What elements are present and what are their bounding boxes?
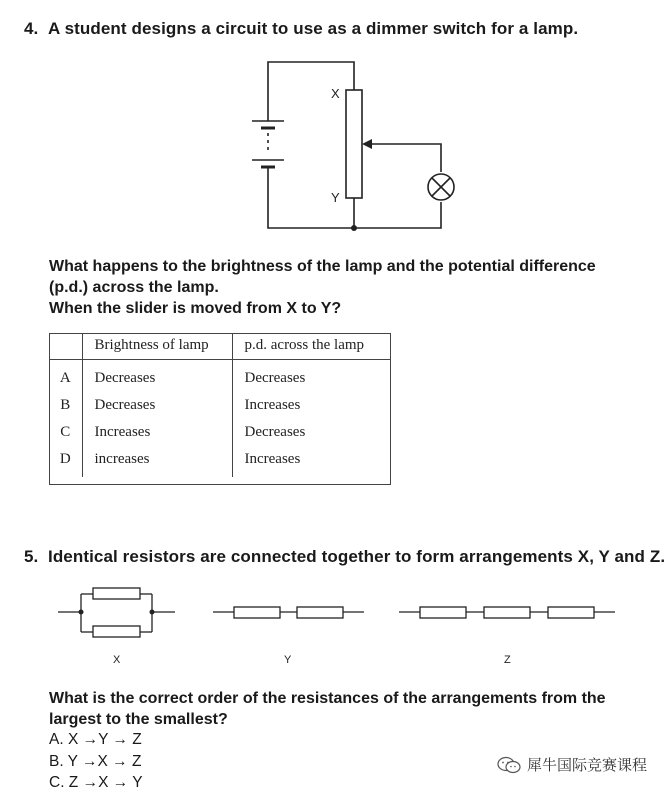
- resistor-y-1: [234, 607, 280, 618]
- table-header-row: [49, 333, 391, 359]
- resistor-y-2: [297, 607, 343, 618]
- table-header-brightness: Brightness of lamp: [82, 333, 232, 359]
- circuit-wire-bottom: [268, 174, 441, 228]
- resistor-z-3: [548, 607, 594, 618]
- table-header-cell: [49, 333, 82, 359]
- choice-a[interactable]: A. X →Y → Z: [49, 731, 142, 748]
- q4-title: [24, 19, 578, 39]
- choice-c[interactable]: C. Z →X → Y: [49, 774, 143, 791]
- resistor-x-bottom: [93, 626, 140, 637]
- q4-question-line: (p.d.) across the lamp.: [49, 279, 219, 296]
- brightness-cell: Decreases: [82, 392, 232, 419]
- table-row: [49, 446, 391, 477]
- q4-number: 4.: [24, 19, 39, 38]
- pd-cell: Decreases: [244, 370, 306, 387]
- option-letter: D: [49, 446, 82, 477]
- brightness-cell: Decreases: [82, 359, 232, 392]
- resistor-x-top: [93, 588, 140, 599]
- option-letter: C: [49, 419, 82, 446]
- table-header-pd: p.d. across the lamp: [232, 333, 391, 359]
- arrangement-y: [213, 607, 364, 618]
- wechat-icon: [497, 756, 521, 774]
- rheostat-resistor: [346, 90, 362, 198]
- arrangement-label-y: Y: [284, 654, 292, 666]
- brightness-cell: increases: [82, 446, 232, 477]
- brightness-cell: Increases: [82, 419, 232, 446]
- table-row: [49, 419, 391, 446]
- table-row: [49, 392, 391, 419]
- watermark-text: 犀牛国际竞赛课程: [526, 756, 647, 774]
- q5-question: [49, 688, 606, 730]
- resistor-z-2: [484, 607, 530, 618]
- circuit-wire-top: [268, 62, 354, 115]
- circuit-wire-slider: [364, 144, 441, 172]
- q4-question-line: When the slider is moved from X to Y?: [49, 300, 342, 317]
- label-y: Y: [331, 190, 340, 205]
- label-x: X: [331, 86, 340, 101]
- junction-dot: [79, 610, 84, 615]
- q4-question: [49, 256, 596, 319]
- resistor-z-1: [420, 607, 466, 618]
- q4-title-text: A student designs a circuit to use as a dimmer switch for a lamp.: [48, 19, 579, 38]
- q5-title-text: Identical resistors are connected together to form arrangements X, Y and Z.: [48, 547, 666, 566]
- arrangement-label-z: Z: [504, 654, 511, 666]
- pd-cell: Decreases: [244, 424, 306, 440]
- slider-arrow-icon: [362, 139, 372, 149]
- q5-choices: [49, 729, 143, 792]
- watermark: [497, 754, 647, 775]
- table-row: [49, 359, 391, 392]
- q4-answer-table: [49, 333, 391, 477]
- junction-dot: [150, 610, 155, 615]
- q5-question-line: largest to the smallest?: [49, 711, 228, 728]
- q4-question-line: What happens to the brightness of the lamp and the potential difference: [49, 258, 596, 275]
- choice-b[interactable]: B. Y →X → Z: [49, 752, 142, 770]
- arrangement-x: [58, 588, 175, 637]
- q5-number: 5.: [24, 547, 39, 566]
- option-letter: A: [49, 359, 82, 392]
- pd-cell: Increases: [244, 451, 301, 467]
- q5-question-line: What is the correct order of the resistances of the arrangements from the: [49, 690, 606, 707]
- option-letter: B: [49, 392, 82, 419]
- arrangement-label-x: X: [113, 654, 121, 666]
- q5-title: [24, 547, 665, 567]
- lamp-symbol: [428, 174, 454, 200]
- junction-dot: [351, 225, 357, 231]
- pd-cell: Increases: [244, 397, 301, 413]
- arrangement-z: [399, 607, 615, 618]
